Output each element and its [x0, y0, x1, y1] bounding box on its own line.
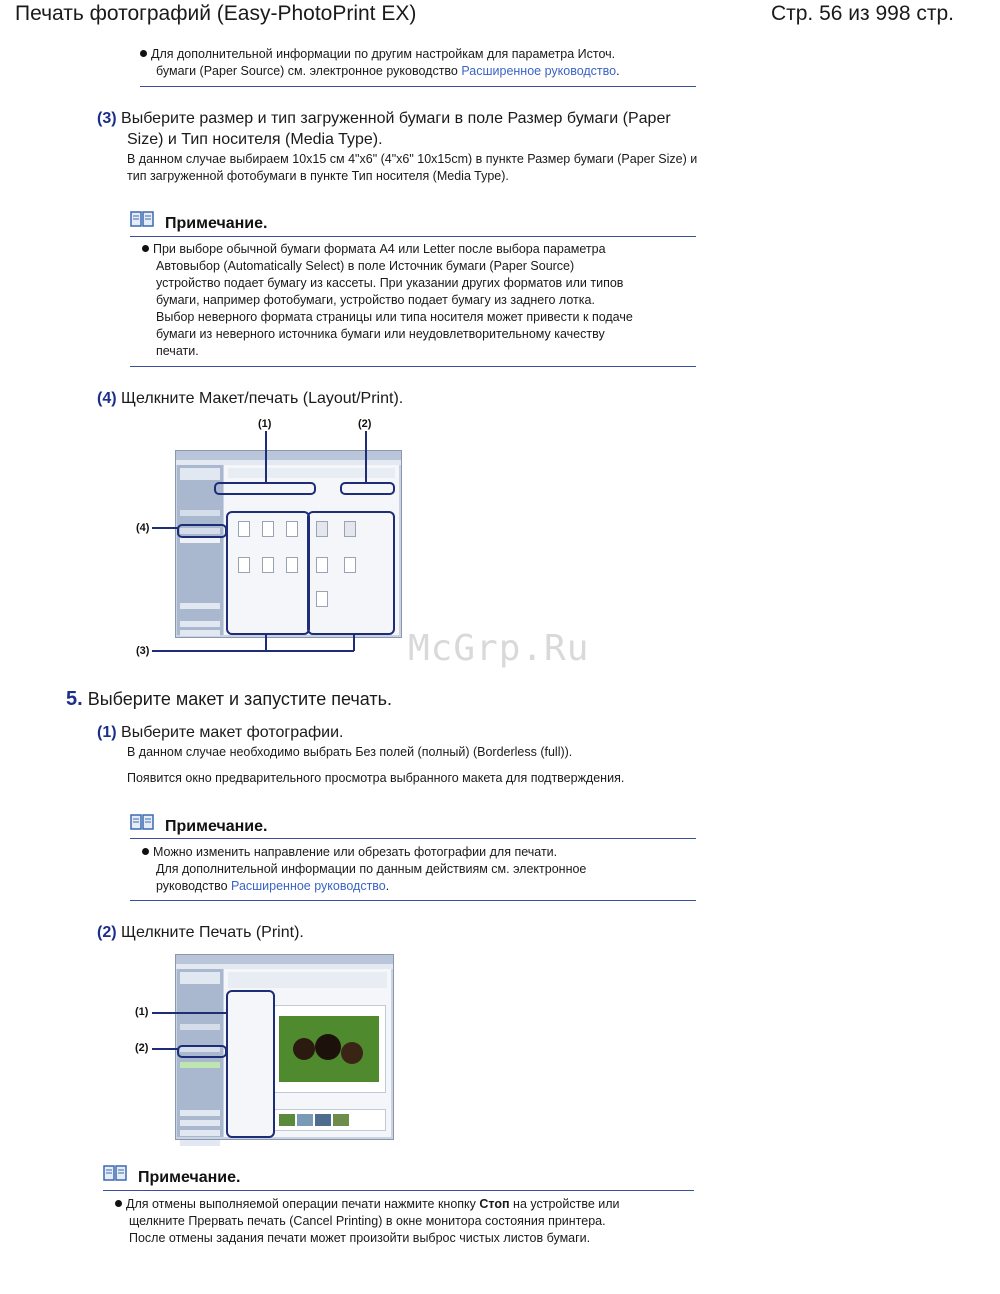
step-5-1-body-2: Появится окно предварительного просмотра выбранного макета для подтверждения.	[127, 771, 625, 785]
note-3-title: Примечание.	[138, 1169, 241, 1186]
layout-list-outline	[226, 990, 275, 1138]
note-2-divider-bottom	[130, 900, 696, 901]
callout-1: (1)	[135, 1006, 149, 1018]
step-5-1-heading: (1) Выберите макет фотографии.	[97, 724, 344, 741]
step-4-heading: (4) Щелкните Макет/печать (Layout/Print).	[97, 390, 404, 407]
callout-2: (2)	[135, 1042, 149, 1054]
step-5-2-heading: (2) Щелкните Печать (Print).	[97, 924, 304, 941]
note-icon	[130, 813, 154, 836]
note-2-body: Можно изменить направление или обрезать фотографии для печати. Для дополнительной информации по данным действиям см. электронное руководство Расширенное руководство.	[142, 844, 702, 895]
dog-photo	[279, 1016, 379, 1082]
screenshot-1-callout-lines	[130, 415, 395, 665]
note-1-divider-top	[130, 236, 696, 237]
page-counter: Стр. 56 из 998 стр.	[770, 2, 954, 25]
step-3-body: В данном случае выбираем 10x15 см 4"x6" (4"x6" 10x15cm) в пункте Размер бумаги (Paper Size) и тип загруженной фотобумаги в пункте Тип носителя (Media Type).	[127, 152, 698, 183]
document-title: Печать фотографий (Easy-PhotoPrint EX)	[15, 2, 417, 25]
top-note: Для дополнительной информации по другим настройкам для параметра Источ. бумаги (Paper Source) см. электронное руководство Расширенное руководство.	[140, 46, 700, 80]
note-2-divider-top	[130, 838, 696, 839]
note-2-title: Примечание.	[165, 818, 268, 835]
note-icon	[130, 210, 154, 233]
manual-link[interactable]: Расширенное руководство	[231, 879, 386, 893]
note-icon	[103, 1164, 127, 1187]
preview-area	[274, 1005, 386, 1093]
note-3-body: Для отмены выполняемой операции печати нажмите кнопку Стоп на устройстве или щелкните Прервать печать (Cancel Printing) в окне монитора состояния принтера. После отмены задания печати может произойти выброс чистых листов бумаги.	[115, 1196, 695, 1247]
step-5-1-body-1: В данном случае необходимо выбрать Без полей (полный) (Borderless (full)).	[127, 745, 573, 759]
note-1-divider-bottom	[130, 366, 696, 367]
note-3-divider-top	[103, 1190, 694, 1191]
bullet-icon	[140, 50, 147, 57]
watermark: McGrp.Ru	[408, 628, 590, 669]
manual-link[interactable]: Расширенное руководство	[461, 64, 617, 78]
screenshot-2-callout-lines	[150, 1005, 230, 1055]
note-1-body: При выборе обычной бумаги формата A4 или Letter после выбора параметра Автовыбор (Automatically Select) в поле Источник бумаги (Paper Source) устройство подает бумагу из кассеты. При указании других форматов или типов бумаги, например фотобумаги, устройство подает бумагу из заднего лотка. Выбор неверного формата страницы или типа носителя может привести к подаче бумаги из неверного источника бумаги или неудовлетворительному качеству печати.	[142, 241, 702, 360]
note-1-title: Примечание.	[165, 215, 268, 232]
callout-2: (2)	[358, 418, 372, 430]
thumbnail-strip	[274, 1109, 386, 1131]
step-5-heading: 5. Выберите макет и запустите печать.	[66, 688, 392, 710]
step-3-heading: (3) Выберите размер и тип загруженной бумаги в поле Размер бумаги (Paper Size) и Тип носителя (Media Type).	[97, 110, 671, 148]
callout-4: (4)	[136, 522, 150, 534]
callout-3: (3)	[136, 645, 150, 657]
callout-1: (1)	[258, 418, 272, 430]
note-divider	[140, 86, 696, 87]
